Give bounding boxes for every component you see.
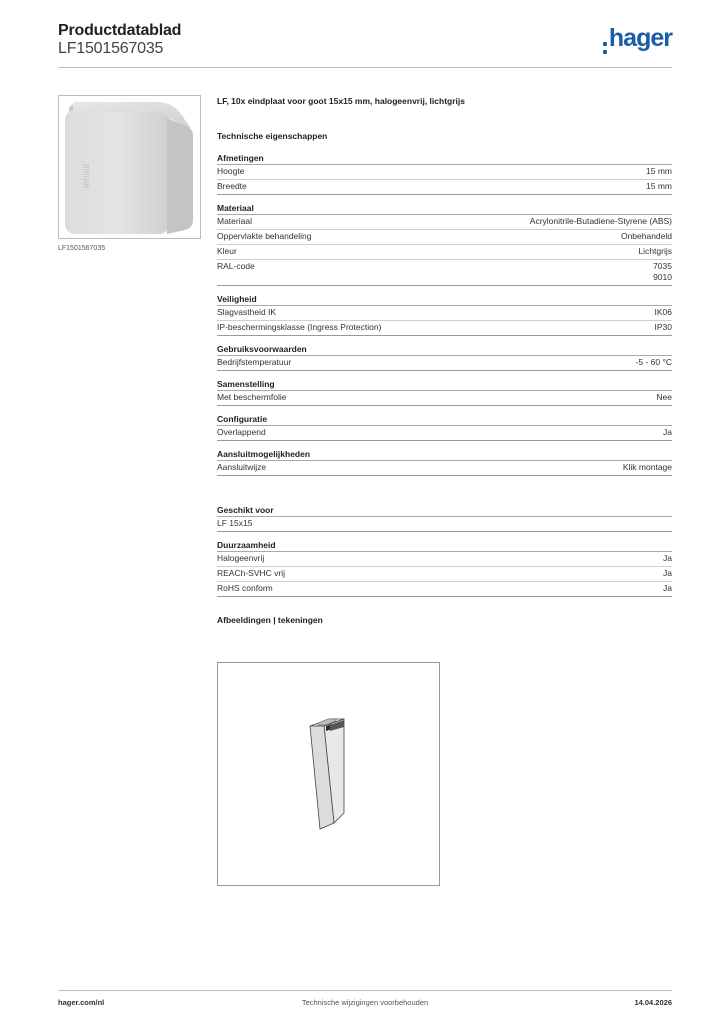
logo-text: hager [608,24,672,52]
footer-date: 14.04.2026 [634,998,672,1007]
section-title: Configuratie [217,406,672,426]
section-title: Geschikt voor [217,497,672,517]
spec-label: Oppervlakte behandeling [217,231,312,241]
spec-row [217,391,672,406]
spec-row [217,165,672,180]
spec-label: Met beschermfolie [217,392,287,402]
spec-row [217,552,672,567]
spec-value-line: 15 mm [646,181,672,191]
product-specs [217,96,672,625]
spec-label: Materiaal [217,216,252,226]
section-rows [217,356,672,371]
section-title: Samenstelling [217,371,672,391]
spec-value [623,462,672,473]
spec-value-line: 7035 [653,261,672,271]
images-heading: Afbeeldingen | tekeningen [217,615,323,625]
spec-value [663,553,672,564]
spec-row [217,567,672,582]
spec-label: IP-beschermingsklasse (Ingress Protection) [217,322,382,332]
spec-label: Breedte [217,181,247,191]
section-rows [217,391,672,406]
spec-value [663,427,672,438]
spec-value-line: Lichtgrijs [638,246,672,256]
spec-value-line: IK06 [654,307,672,317]
spec-label: LF 15x15 [217,518,253,528]
section-rows [217,215,672,286]
spec-row [217,260,672,286]
document-title: Productdatablad [58,22,182,39]
section-rows [217,165,672,195]
spec-value-line: 9010 [653,272,672,282]
photo-caption: LF1501567035 [58,245,106,252]
section-title: Gebruiksvoorwaarden [217,336,672,356]
spec-row [217,230,672,245]
spec-value-line: Nee [656,392,672,402]
logo-dots-icon [603,39,607,57]
end-plate-drawing-icon [218,663,439,885]
spec-value-line: Ja [663,583,672,593]
spec-value [638,246,672,257]
header-divider [58,67,672,68]
footer-website-link[interactable]: hager.com/nl [58,998,105,1007]
spec-label: REACh-SVHC vrij [217,568,286,578]
spec-label: RAL-code [217,261,255,271]
spec-value [653,261,672,283]
spec-value [663,583,672,594]
spec-label: Halogeenvrij [217,553,265,563]
spec-value [663,568,672,579]
spec-row [217,215,672,230]
tech-heading: Technische eigenschappen [217,131,328,141]
product-photo [58,95,201,239]
spec-label: RoHS conform [217,583,273,593]
section-title: Duurzaamheid [217,532,672,552]
spec-value-line: Ja [663,427,672,437]
spec-value-line: Ja [663,553,672,563]
section-title: Veiligheid [217,286,672,306]
spec-value-line: 15 mm [646,166,672,176]
spec-value-line: Ja [663,568,672,578]
spec-value-line: IP30 [654,322,672,332]
spec-value [621,231,672,242]
spec-row [217,321,672,336]
spec-row [217,461,672,476]
section-title: Materiaal [217,195,672,215]
technical-drawing [217,662,440,886]
spec-row [217,356,672,371]
hager-logo[interactable] [603,26,672,57]
spec-label: Kleur [217,246,237,256]
spec-row [217,582,672,597]
end-plate-photo-icon [59,96,201,239]
footer-divider [58,990,672,991]
product-code: LF1501567035 [58,40,164,57]
spec-label: Aansluitwijze [217,462,267,472]
section-rows [217,306,672,336]
page-header [58,22,672,68]
spec-label: Slagvastheid IK [217,307,277,317]
spec-row [217,306,672,321]
product-title: LF, 10x eindplaat voor goot 15x15 mm, halogeenvrij, lichtgrijs [217,96,465,106]
spec-row [217,245,672,260]
spec-value [656,392,672,403]
spec-value [655,322,673,333]
spec-value [636,357,672,368]
spec-value-line: Klik montage [622,462,672,472]
section-title: Aansluitmogelijkheden [217,441,672,461]
spec-value [646,166,672,177]
spec-sections [217,145,672,597]
spec-value [530,216,672,227]
spec-value-line: -5 - 60 °C [635,357,672,367]
section-rows [217,426,672,441]
spec-value [646,181,672,192]
section-rows [217,552,672,597]
spec-value-line: Acrylonitrile-Butadiene-Styrene (ABS) [529,216,672,226]
spec-label: Bedrijfstemperatuur [217,357,292,367]
section-rows [217,461,672,476]
spec-row [217,426,672,441]
section-rows [217,517,672,532]
spec-label: Overlappend [217,427,266,437]
spec-row [217,180,672,195]
spec-row [217,517,672,532]
svg-text:tehalit: tehalit [81,163,91,189]
spec-value [655,307,673,318]
footer-disclaimer: Technische wijzigingen voorbehouden [301,998,429,1007]
spec-label: Hoogte [217,166,245,176]
section-title: Afmetingen [217,145,672,165]
spec-value-line: Onbehandeld [620,231,672,241]
